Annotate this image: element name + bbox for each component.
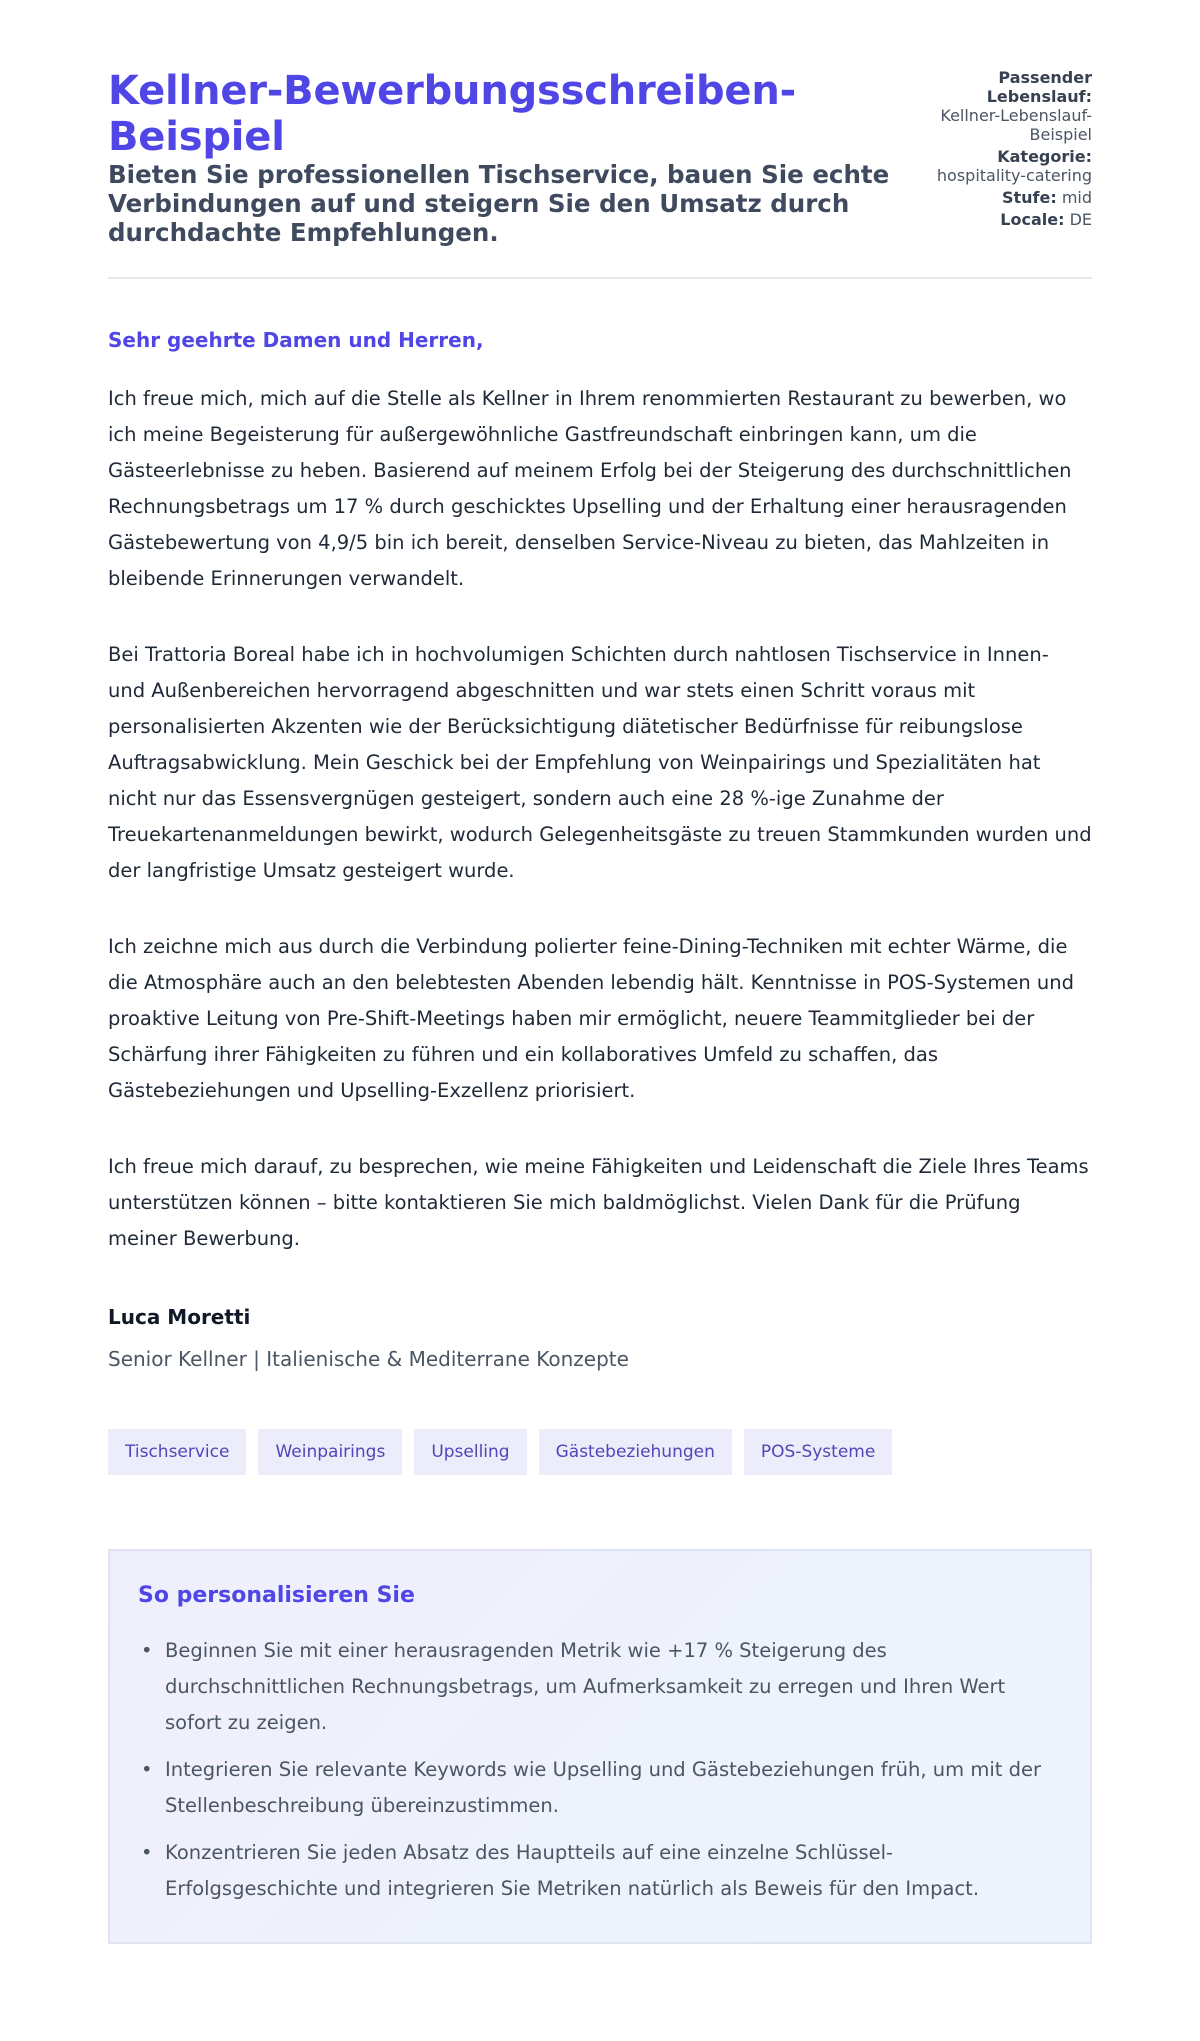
skill-tag: Upselling [414, 1429, 526, 1475]
meta-label: Locale: [1000, 210, 1065, 229]
meta-value: hospitality-catering [936, 166, 1092, 185]
skill-tag: POS-Systeme [744, 1429, 892, 1475]
page-subtitle: Bieten Sie professionellen Tischservice, bauen Sie echte Verbindungen auf und steigern Sie den Umsatz durch durchdachte Empfehlungen. [108, 160, 890, 247]
tip-text: Beginnen Sie mit einer herausragenden Metrik wie +17 % Steigerung des durchschnittlichen Rechnungsbetrags, um Aufmerksamkeit zu erregen und Ihren Wert sofort zu zeigen. [165, 1639, 1006, 1734]
meta-category [917, 147, 1092, 185]
header-titles [108, 68, 898, 247]
meta-value: DE [1069, 210, 1092, 229]
tips-title: So personalisieren Sie [138, 1583, 415, 1608]
meta-label: Stufe: [1001, 188, 1057, 207]
tips-list [138, 1633, 1062, 1907]
signature-title: Senior Kellner | Italienische & Mediterrane Konzepte [108, 1347, 629, 1371]
meta-value-resume-link[interactable]: Kellner-Lebenslauf-Beispiel [940, 106, 1092, 144]
tip-item [138, 1633, 1062, 1741]
bullet-icon: • [141, 1639, 153, 1662]
meta-panel [917, 68, 1092, 232]
meta-label: Kategorie: [997, 147, 1092, 166]
tip-item [138, 1835, 1062, 1907]
page-header [108, 68, 1092, 279]
tip-item [138, 1752, 1062, 1824]
salutation: Sehr geehrte Damen und Herren, [108, 328, 484, 352]
meta-matching-resume [917, 68, 1092, 144]
meta-value: mid [1061, 188, 1092, 207]
letter-paragraph: Ich freue mich darauf, zu besprechen, wie meine Fähigkeiten und Leidenschaft die Ziele Ihres Teams unterstützen können – bitte kontaktieren Sie mich baldmöglichst. Vielen Dank für die Prüfung meiner Bewerbung. [108, 1155, 1089, 1250]
skill-tags [108, 1429, 1092, 1475]
skill-tag: Tischservice [108, 1429, 246, 1475]
letter-paragraph: Bei Trattoria Boreal habe ich in hochvolumigen Schichten durch nahtlosen Tischservice in Innen- und Außenbereichen hervorragend abgeschnitten und war stets einen Schritt voraus mit personalisierten Akzenten wie der Berücksichtigung diätetischer Bedürfnisse für reibungslose Auftragsabwicklung. Mein Geschick bei der Empfehlung von Weinpairings und Spezialitäten hat nicht nur das Essensvergnügen gesteigert, sondern auch eine 28 %-ige Zunahme der Treuekartenanmeldungen bewirkt, wodurch Gelegenheitsgäste zu treuen Stammkunden wurden und der langfristige Umsatz gesteigert wurde. [108, 643, 1092, 882]
cover-letter [108, 279, 1092, 1944]
meta-label: Passender Lebenslauf: [986, 68, 1092, 106]
tip-text: Integrieren Sie relevante Keywords wie Upselling und Gästebeziehungen früh, um mit der Stellenbeschreibung übereinzustimmen. [165, 1758, 1041, 1817]
signature [108, 1303, 1092, 1373]
personalization-tips [108, 1549, 1092, 1944]
meta-locale [917, 210, 1092, 229]
tip-text: Konzentrieren Sie jeden Absatz des Hauptteils auf eine einzelne Schlüssel-Erfolgsgeschichte und integrieren Sie Metriken natürlich als Beweis für den Impact. [165, 1841, 980, 1900]
bullet-icon: • [141, 1841, 153, 1864]
page-title: Kellner-Bewerbungsschreiben-Beispiel [108, 68, 797, 160]
letter-paragraph: Ich freue mich, mich auf die Stelle als Kellner in Ihrem renommierten Restaurant zu bewerben, wo ich meine Begeisterung für außergewöhnliche Gastfreundschaft einbringen kann, um die Gästeerlebnisse zu heben. Basierend auf meinem Erfolg bei der Steigerung des durchschnittlichen Rechnungsbetrags um 17 % durch geschicktes Upselling und der Erhaltung einer herausragenden Gästebewertung von 4,9/5 bin ich bereit, denselben Service-Niveau zu bieten, das Mahlzeiten in bleibende Erinnerungen verwandelt. [108, 387, 1072, 590]
meta-level [917, 188, 1092, 207]
letter-paragraph: Ich zeichne mich aus durch die Verbindung polierter feine-Dining-Techniken mit echter Wärme, die die Atmosphäre auch an den belebtesten Abenden lebendig hält. Kenntnisse in POS-Systemen und proaktive Leitung von Pre-Shift-Meetings haben mir ermöglicht, neuere Teammitglieder bei der Schärfung ihrer Fähigkeiten zu führen und ein kollaboratives Umfeld zu schaffen, das Gästebeziehungen und Upselling-Exzellenz priorisiert. [108, 935, 1075, 1102]
signature-name: Luca Moretti [108, 1305, 251, 1329]
skill-tag: Weinpairings [258, 1429, 402, 1475]
bullet-icon: • [141, 1758, 153, 1781]
skill-tag: Gästebeziehungen [539, 1429, 732, 1475]
